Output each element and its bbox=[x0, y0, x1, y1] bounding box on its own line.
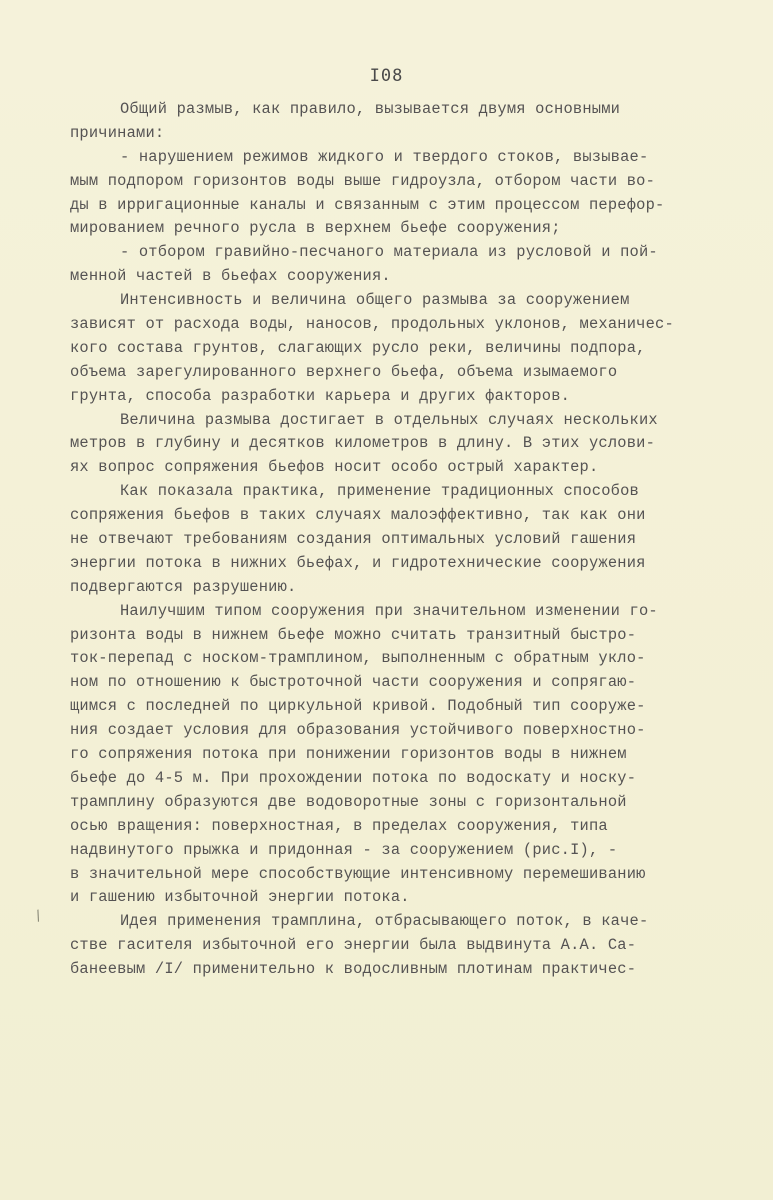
text-line: Общий размыв, как правило, вызывается двумя основными bbox=[120, 100, 621, 118]
text-line: ток-перепад с носком-трамплином, выполненным с обратным укло- bbox=[70, 649, 646, 668]
text-line: трамплину образуются две водоворотные зоны с горизонтальной bbox=[70, 792, 627, 811]
text-line: менной частей в бьефах сооружения. bbox=[70, 267, 391, 286]
text-line: и гашению избыточной энергии потока. bbox=[70, 888, 410, 907]
text-line: Как показала практика, применение традиционных способов bbox=[120, 482, 639, 501]
text-line: бьефе до 4-5 м. При прохождении потока по водоскату и носку- bbox=[70, 768, 637, 787]
text-line: объема зарегулированного верхнего бьефа, объема изымаемого bbox=[70, 362, 618, 381]
text-line: причинами: bbox=[70, 123, 165, 142]
text-line: - отбором гравийно-песчаного материала из русловой и пой- bbox=[120, 243, 658, 262]
text-line: - нарушением режимов жидкого и твердого стоков, вызывае- bbox=[120, 147, 649, 166]
text-line: осью вращения: поверхностная, в пределах сооружения, типа bbox=[70, 816, 608, 835]
text-line: мым подпором горизонтов воды выше гидроузла, отбором части во- bbox=[70, 171, 656, 190]
text-line: Интенсивность и величина общего размыва за сооружением bbox=[120, 291, 630, 310]
text-line: кого состава грунтов, слагающих русло реки, величины подпора, bbox=[70, 338, 646, 357]
text-line: зависят от расхода воды, наносов, продольных уклонов, механичес- bbox=[70, 315, 674, 334]
text-line: щимся с последней по циркульной кривой. Подобный тип сооруже- bbox=[70, 697, 646, 716]
text-line: Идея применения трамплина, отбрасывающего поток, в каче- bbox=[120, 912, 649, 931]
text-line: ризонта воды в нижнем бьефе можно считать транзитный быстро- bbox=[70, 625, 637, 644]
text-line: энергии потока в нижних бьефах, и гидротехнические сооружения bbox=[70, 553, 646, 572]
text-line: Наилучшим типом сооружения при значительном изменении го- bbox=[120, 601, 658, 620]
text-line: в значительной мере способствующие интенсивному перемешиванию bbox=[70, 864, 646, 883]
text-line: Величина размыва достигает в отдельных случаях нескольких bbox=[120, 410, 658, 429]
text-line: грунта, способа разработки карьера и других факторов. bbox=[70, 386, 571, 405]
text-line: ды в ирригационные каналы и связанным с этим процессом перефор- bbox=[70, 195, 665, 214]
page-number: I08 bbox=[369, 66, 404, 86]
margin-tick-mark: / bbox=[33, 907, 44, 925]
text-line: мированием речного русла в верхнем бьефе сооружения; bbox=[70, 219, 561, 238]
text-line: метров в глубину и десятков километров в длину. В этих услови- bbox=[70, 434, 656, 453]
text-line: ния создает условия для образования устойчивого поверхностно- bbox=[70, 721, 646, 740]
body-text bbox=[70, 98, 750, 982]
text-line: ном по отношению к быстроточной части сооружения и сопрягаю- bbox=[70, 673, 637, 692]
text-line: подвергаются разрушению. bbox=[70, 577, 297, 596]
text-line: стве гасителя избыточной его энергии была выдвинута А.А. Са- bbox=[70, 936, 637, 955]
text-line: не отвечают требованиям создания оптимальных условий гашения bbox=[70, 530, 637, 549]
text-line: банеевым /I/ применительно к водосливным плотинам практичес- bbox=[70, 960, 637, 979]
text-line: сопряжения бьефов в таких случаях малоэффективно, так как они bbox=[70, 506, 646, 525]
text-line: го сопряжения потока при понижении горизонтов воды в нижнем bbox=[70, 745, 627, 764]
text-line: надвинутого прыжка и придонная - за сооружением (рис.I), - bbox=[70, 840, 618, 859]
text-line: ях вопрос сопряжения бьефов носит особо острый характер. bbox=[70, 458, 599, 477]
